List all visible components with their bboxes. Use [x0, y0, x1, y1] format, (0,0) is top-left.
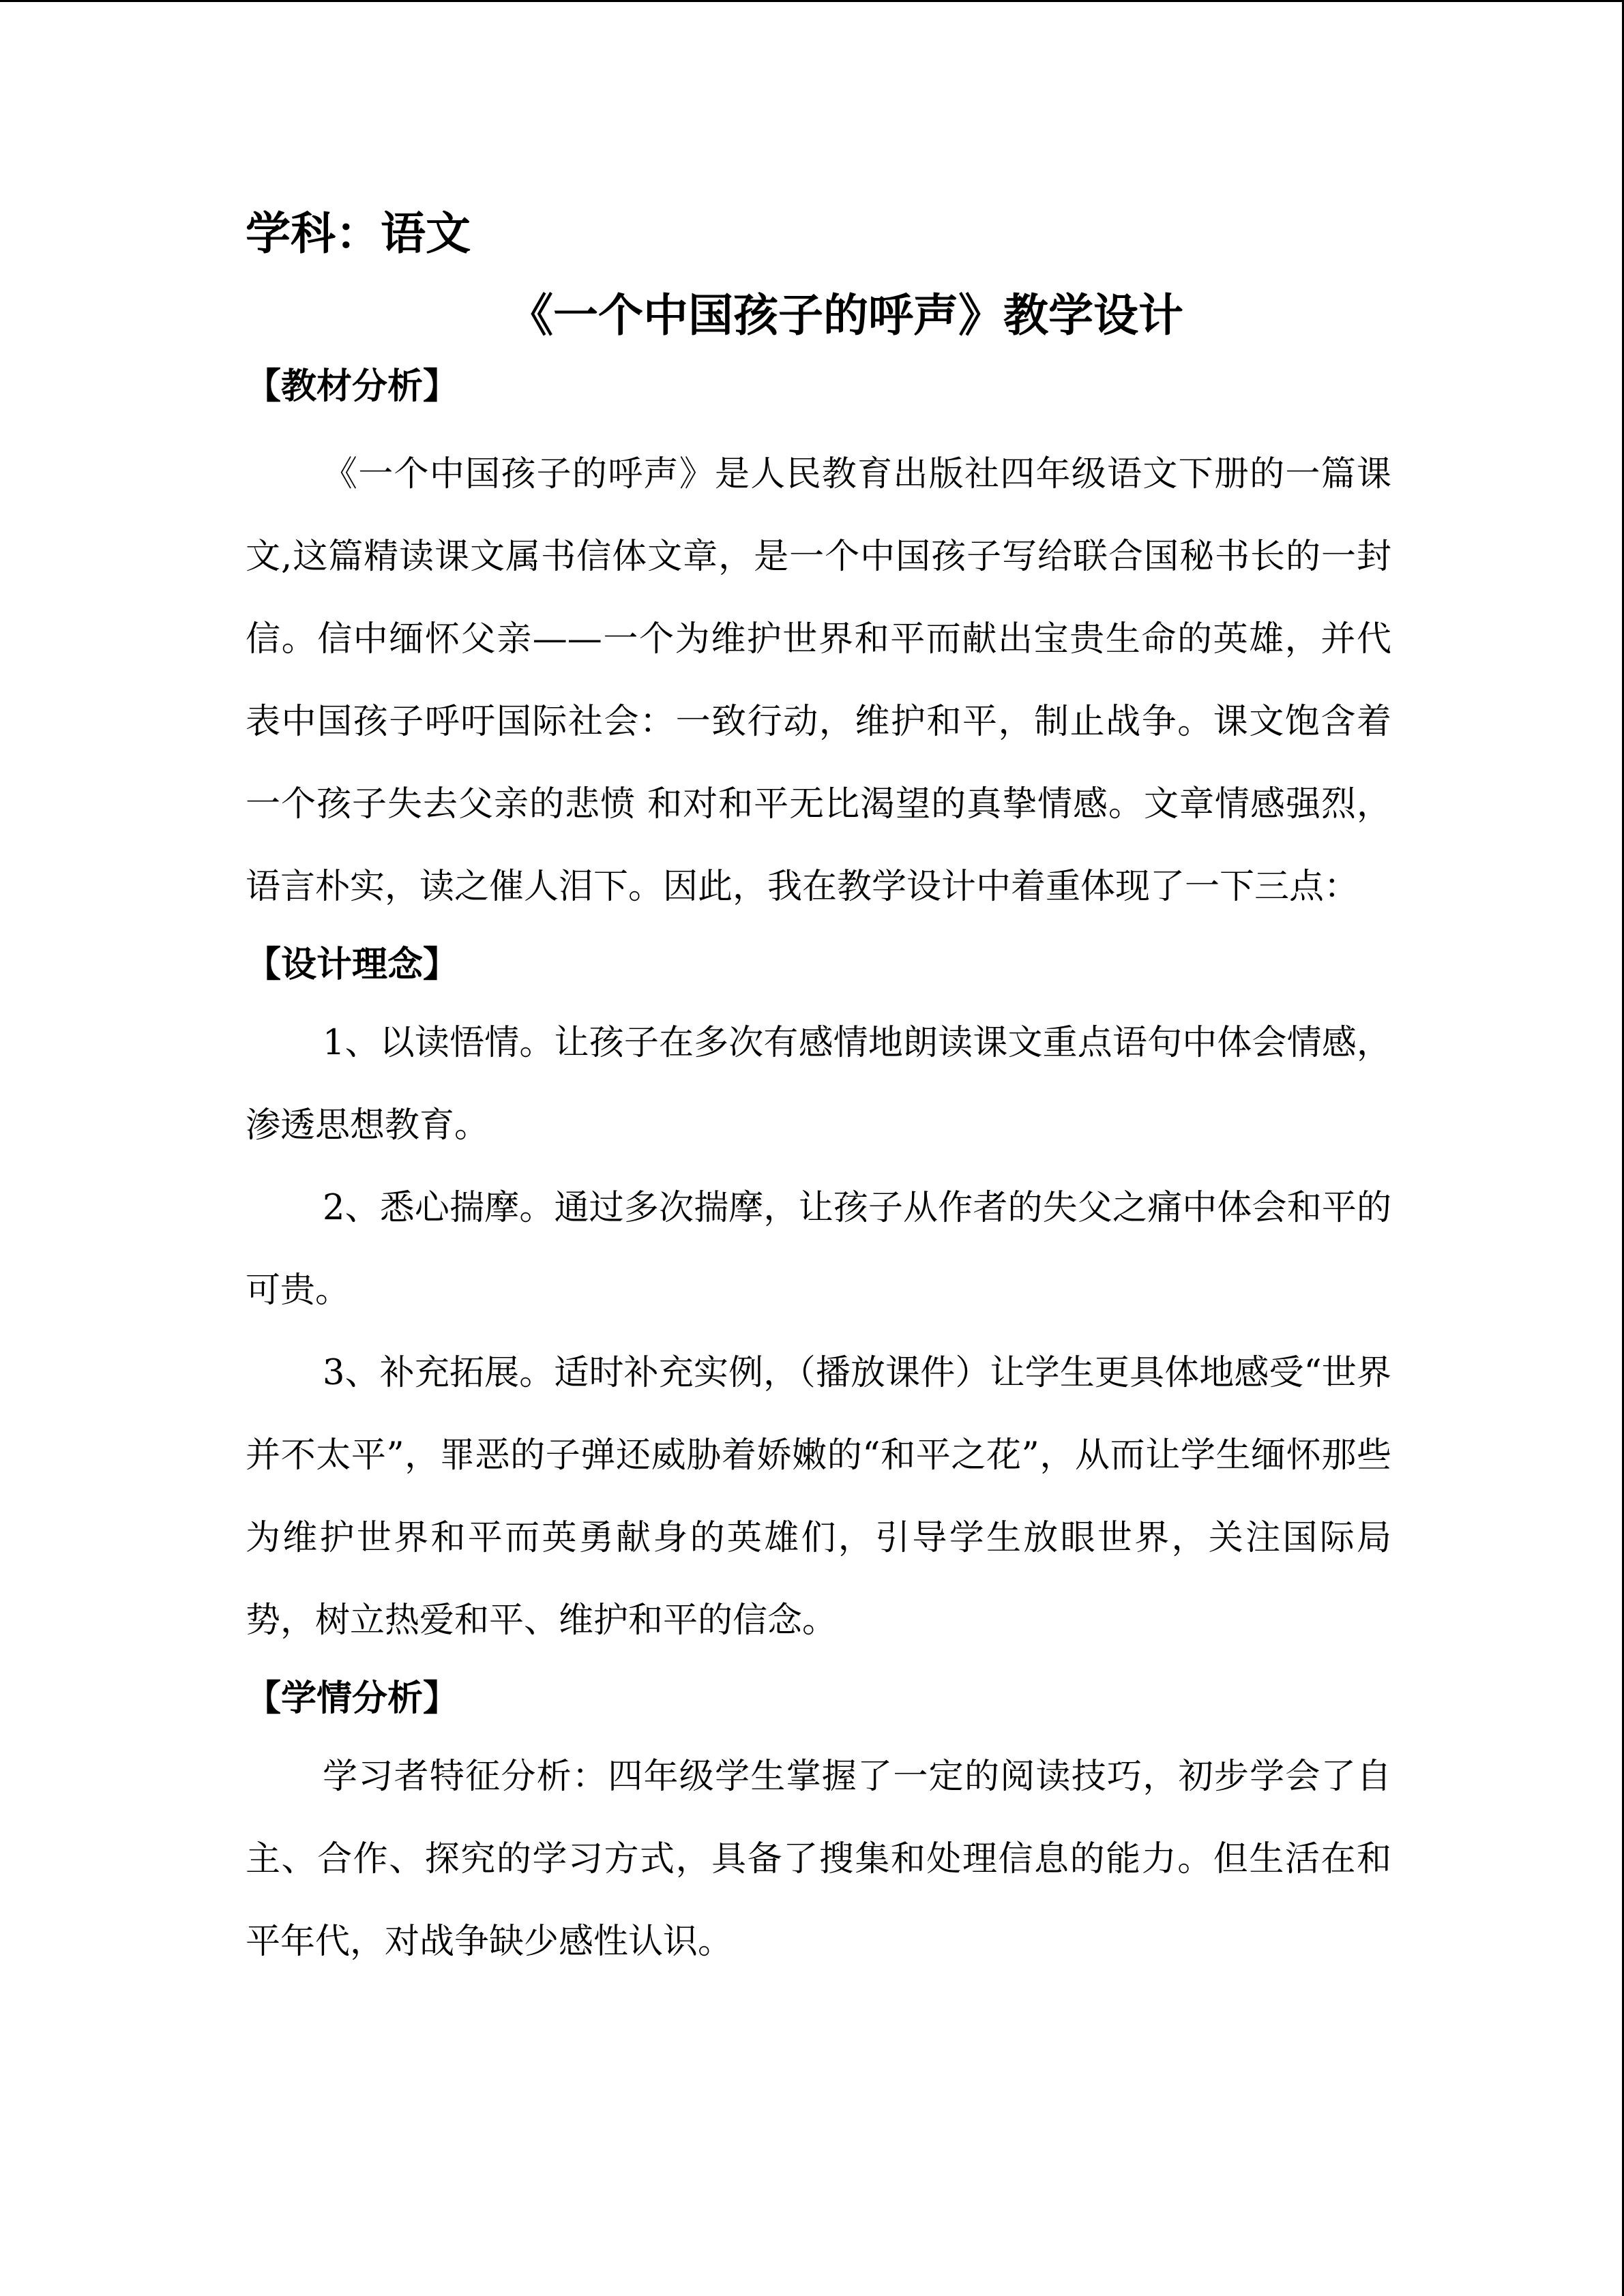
- design-concept-item-1: 1、以读悟情。让孩子在多次有感情地朗读课文重点语句中体会情感，渗透思想教育。: [246, 1023, 1391, 1146]
- document-body: [246, 200, 1391, 1983]
- design-concept-item-3: 3、补充拓展。适时补充实例，（播放课件）让学生更具体地感受“世界并不太平”，罪恶的子弹还威胁着娇嫩的“和平之花”，从而让学生缅怀那些为维护世界和平而英勇献身的英雄们，引导学生放眼世界，关注国际局势，树立热爱和平、维护和平的信念。: [246, 1353, 1391, 1641]
- section-heading-material-analysis: 【教材分析】: [246, 366, 459, 407]
- subject-line: 学科：语文: [246, 207, 471, 260]
- design-concept-item-2: 2、悉心揣摩。通过多次揣摩，让孩子从作者的失父之痛中体会和平的可贵。: [246, 1188, 1391, 1311]
- material-analysis-paragraph: 《一个中国孩子的呼声》是人民教育出版社四年级语文下册的一篇课文,这篇精读课文属书信体文章，是一个中国孩子写给联合国秘书长的一封信。信中缅怀父亲——一个为维护世界和平而献出宝贵生命的英雄，并代表中国孩子呼吁国际社会：一致行动，维护和平，制止战争。课文饱含着一个孩子失去父亲的悲愤 和对和平无比渴望的真挚情感。文章情感强烈，语言朴实，读之催人泪下。因此，我在教学设计中着重体现了一下三点：: [246, 454, 1391, 907]
- section-heading-design-concept: 【设计理念】: [246, 944, 459, 985]
- learner-analysis-paragraph: 学习者特征分析：四年级学生掌握了一定的阅读技巧，初步学会了自主、合作、探究的学习方式，具备了搜集和处理信息的能力。但生活在和平年代，对战争缺少感性认识。: [246, 1757, 1391, 1962]
- document-title: 《一个中国孩子的呼声》教学设计: [508, 289, 1183, 342]
- section-heading-learner-analysis: 【学情分析】: [246, 1678, 459, 1719]
